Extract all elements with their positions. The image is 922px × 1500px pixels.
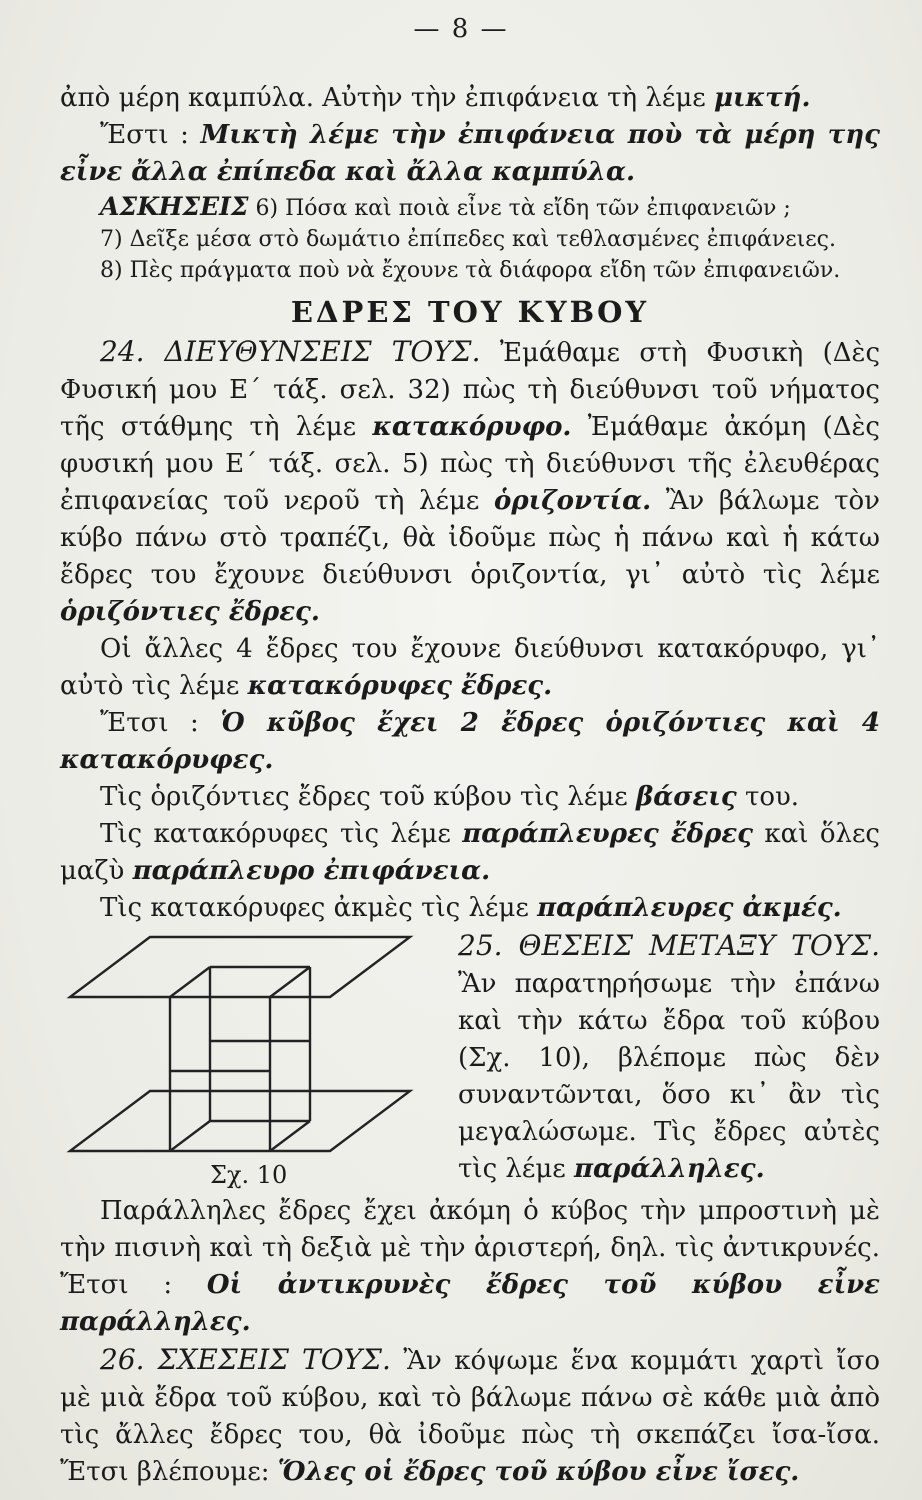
exercises-label: ΑΣΚΗΣΕΙΣ (100, 192, 249, 221)
paragraph-bases: Τὶς ὁριζόντιες ἔδρες τοῦ κύβου τὶς λέμε βάσεις του. (100, 782, 800, 812)
section-24-heading: 24. ΔΙΕΥΘΥΝΣΕΙΣ ΤΟΥΣ. (100, 335, 481, 368)
exercise-7: 7) Δεῖξε μέσα στὸ δωμάτιο ἐπίπεδες καὶ τεθλασμένες ἐπιφάνειες. (100, 227, 836, 252)
section-25-block (60, 927, 880, 1193)
section-25: 25. ΘΕΣΕΙΣ ΜΕΤΑΞΥ ΤΟΥΣ. Ἂν παρατηρήσωμε τὴν ἐπάνω καὶ τὴν κάτω ἔδρα τοῦ κύβου (Σχ. 10), βλέπομε πὼς δὲν συναντῶνται, ὅσο κι᾽ ἂν τὶς μεγαλώσωμε. Τὶς ἔδρες αὐτὲς τὶς λέμε παράλληλες. (458, 929, 880, 1184)
paragraph-opposite-faces: Παράλληλες ἔδρες ἔχει ἀκόμη ὁ κύβος τὴν μπροστινὴ μὲ τὴν πισινὴ καὶ τὴ δεξιὰ μὲ τὴν ἀριστερή, δηλ. τὶς ἀντικρυνές. Ἔτσι : Οἱ ἀντικρυνὲς ἔδρες τοῦ κύβου εἶνε παράλληλες. (60, 1196, 880, 1337)
page-number: — 8 — (413, 14, 509, 44)
cube-planes-diagram (60, 931, 440, 1193)
section-26: 26. ΣΧΕΣΕΙΣ ΤΟΥΣ. Ἂν κόψωμε ἕνα κομμάτι χαρτὶ ἴσο μὲ μιὰ ἔδρα τοῦ κύβου, καὶ τὸ βάλωμε πάνω σὲ κάθε μιὰ ἀπὸ τὶς ἄλλες ἔδρες του, θὰ ἰδοῦμε πὼς τὴ σκεπάζει ἴσα-ἴσα. Ἔτσι βλέπουμε: Ὅλες οἱ ἔδρες τοῦ κύβου εἶνε ἴσες. (60, 1343, 881, 1487)
figure-caption: Σχ. 10 (210, 1161, 288, 1189)
term-mixed: μικτή. (713, 83, 811, 113)
section-24: 24. ΔΙΕΥΘΥΝΣΕΙΣ ΤΟΥΣ. Ἐμάθαμε στὴ Φυσικὴ (Δὲς Φυσική μου Ε΄ τάξ. σελ. 32) πὼς τὴ διεύθυνσι τοῦ νήματος τῆς στάθμης τὴ λέμε κατακόρυφο. Ἐμάθαμε ἀκόμη (Δὲς φυσική μου Ε΄ τάξ. σελ. 5) πὼς τὴ διεύθυνσι τῆς ἐλευθέρας ἐπιφανείας τοῦ νεροῦ τὴ λέμε ὁριζοντία. Ἂν βάλωμε τὸν κύβο πάνω στὸ τραπέζι, θὰ ἰδοῦμε πὼς ἡ πάνω καὶ ἡ κάτω ἔδρες του ἔχουνε διεύθυνσι ὁριζοντία, γι᾽ αὐτὸ τὶς λέμε ὁριζόντιες ἔδρες. (60, 335, 881, 627)
paragraph-vertical-faces: Οἱ ἄλλες 4 ἔδρες του ἔχουνε διεύθυνσι κατακόρυφο, γι᾽ αὐτὸ τὶς λέμε κατακόρυφες ἔδρες. (60, 634, 880, 701)
paragraph-mixed-surface: ἀπὸ μέρη καμπύλα. Αὐτὴν τὴν ἐπιφάνεια τὴ λέμε μικτή. (60, 83, 811, 113)
exercise-6: ΑΣΚΗΣΕΙΣ 6) Πόσα καὶ ποιὰ εἶνε τὰ εἴδη τῶν ἐπιφανειῶν ; (100, 192, 791, 221)
figure-10 (60, 931, 440, 1193)
page-body (60, 80, 880, 1491)
paragraph-lateral-faces: Τὶς κατακόρυφες τὶς λέμε παράπλευρες ἔδρες καὶ ὅλες μαζὺ παράπλευρο ἐπιφάνεια. (60, 819, 880, 886)
paragraph-lateral-edges: Τὶς κατακόρυφες ἀκμὲς τὶς λέμε παράπλευρες ἀκμές. (100, 893, 842, 923)
section-26-heading: 26. ΣΧΕΣΕΙΣ ΤΟΥΣ. (100, 1343, 391, 1376)
section-25-heading: 25. ΘΕΣΕΙΣ ΜΕΤΑΞΥ ΤΟΥΣ. (458, 929, 880, 962)
chapter-title: ΕΔΡΕΣ ΤΟΥ ΚΥΒΟΥ (290, 295, 650, 329)
definition-faces: Ἔτσι : Ὁ κῦβος ἔχει 2 ἔδρες ὁριζόντιες καὶ 4 κατακόρυφες. (60, 708, 880, 775)
exercise-8: 8) Πὲς πράγματα ποὺ νὰ ἔχουνε τὰ διάφορα εἴδη τῶν ἐπιφανειῶν. (100, 258, 841, 283)
definition-mixed: Ἔστι : Μικτὴ λέμε τὴν ἐπιφάνεια ποὺ τὰ μέρη της εἶνε ἄλλα ἐπίπεδα καὶ ἄλλα καμπύλα. (60, 120, 880, 187)
